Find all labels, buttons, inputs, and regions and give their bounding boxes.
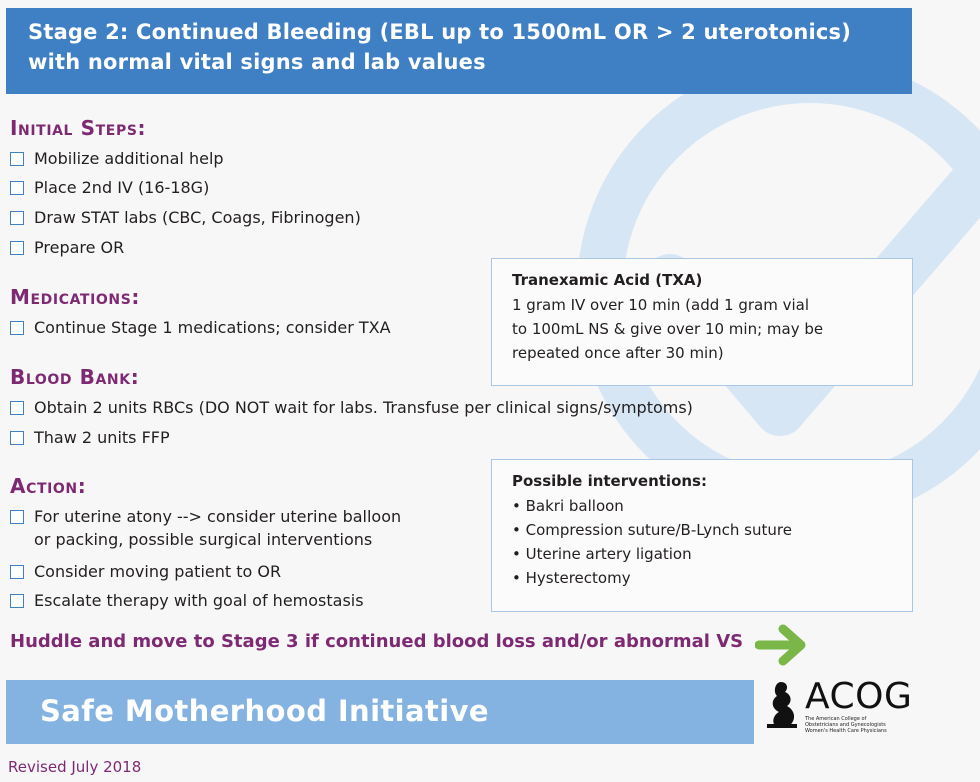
intervention-item: • Bakri balloon [512, 494, 892, 518]
checkbox-icon[interactable] [10, 594, 24, 608]
medications-heading: Medications: [10, 285, 140, 309]
txa-line: repeated once after 30 min) [512, 344, 724, 362]
checklist-label: Continue Stage 1 medications; consider TXA [34, 318, 391, 337]
stage-header [6, 8, 912, 94]
txa-line: 1 gram IV over 10 min (add 1 gram vial [512, 296, 809, 314]
initial-steps-heading: Initial Steps: [10, 116, 147, 140]
interventions-title: Possible interventions: [512, 472, 707, 490]
checkbox-icon[interactable] [10, 431, 24, 445]
checklist-item[interactable] [10, 429, 170, 449]
checklist-label-line: or packing, possible surgical interventions [34, 530, 373, 549]
revision-date: Revised July 2018 [8, 758, 142, 776]
interventions-box [491, 459, 913, 612]
checkbox-icon[interactable] [10, 321, 24, 335]
stage-subtitle: with normal vital signs and lab values [28, 50, 486, 74]
action-heading: Action: [10, 474, 87, 498]
checklist-item[interactable] [10, 319, 391, 339]
checklist-item[interactable] [10, 592, 364, 612]
checklist-label: Obtain 2 units RBCs (DO NOT wait for labs. Transfuse per clinical signs/symptoms) [34, 398, 693, 417]
intervention-item: • Uterine artery ligation [512, 542, 892, 566]
green-arrow-icon [755, 623, 811, 667]
intervention-item: • Compression suture/B-Lynch suture [512, 518, 892, 542]
checklist-label: Place 2nd IV (16-18G) [34, 178, 210, 197]
checklist-label [34, 505, 401, 551]
checklist-label: Consider moving patient to OR [34, 562, 282, 581]
acog-logo-subtext: The American College of Obstetricians and Gynecologists Women's Health Care Physicians [805, 716, 887, 734]
intervention-item: • Hysterectomy [512, 566, 892, 590]
txa-title: Tranexamic Acid (TXA) [512, 271, 703, 289]
checklist-label: Mobilize additional help [34, 149, 224, 168]
checkbox-icon[interactable] [10, 181, 24, 195]
checklist-item[interactable] [10, 209, 361, 229]
checklist-label: Thaw 2 units FFP [34, 428, 170, 447]
checkbox-icon[interactable] [10, 152, 24, 166]
txa-line: to 100mL NS & give over 10 min; may be [512, 320, 824, 338]
footer-banner [6, 680, 754, 744]
checklist-item[interactable] [10, 179, 209, 199]
acog-logo-text: ACOG [805, 676, 913, 717]
stage-title: Stage 2: Continued Bleeding (EBL up to 1500mL OR > 2 uterotonics) [28, 20, 852, 44]
checklist-item[interactable] [10, 563, 281, 583]
txa-info-box [491, 258, 913, 386]
checklist-label-line: For uterine atony --> consider uterine balloon [34, 507, 402, 526]
checklist-item[interactable] [10, 150, 224, 170]
checkbox-icon[interactable] [10, 241, 24, 255]
checklist-item[interactable] [10, 399, 693, 419]
checklist-label: Prepare OR [34, 238, 125, 257]
checklist-label: Draw STAT labs (CBC, Coags, Fibrinogen) [34, 208, 361, 227]
checklist-label: Escalate therapy with goal of hemostasis [34, 591, 364, 610]
checkbox-icon[interactable] [10, 401, 24, 415]
checklist-item[interactable] [10, 508, 401, 551]
footer-title: Safe Motherhood Initiative [40, 694, 489, 728]
acog-logo [765, 676, 925, 746]
blood-bank-heading: Blood Bank: [10, 365, 140, 389]
acog-logo-icon [767, 680, 801, 730]
checkbox-icon[interactable] [10, 565, 24, 579]
checkbox-icon[interactable] [10, 510, 24, 524]
huddle-instruction: Huddle and move to Stage 3 if continued blood loss and/or abnormal VS [10, 631, 744, 652]
checkbox-icon[interactable] [10, 211, 24, 225]
checklist-item[interactable] [10, 239, 124, 259]
